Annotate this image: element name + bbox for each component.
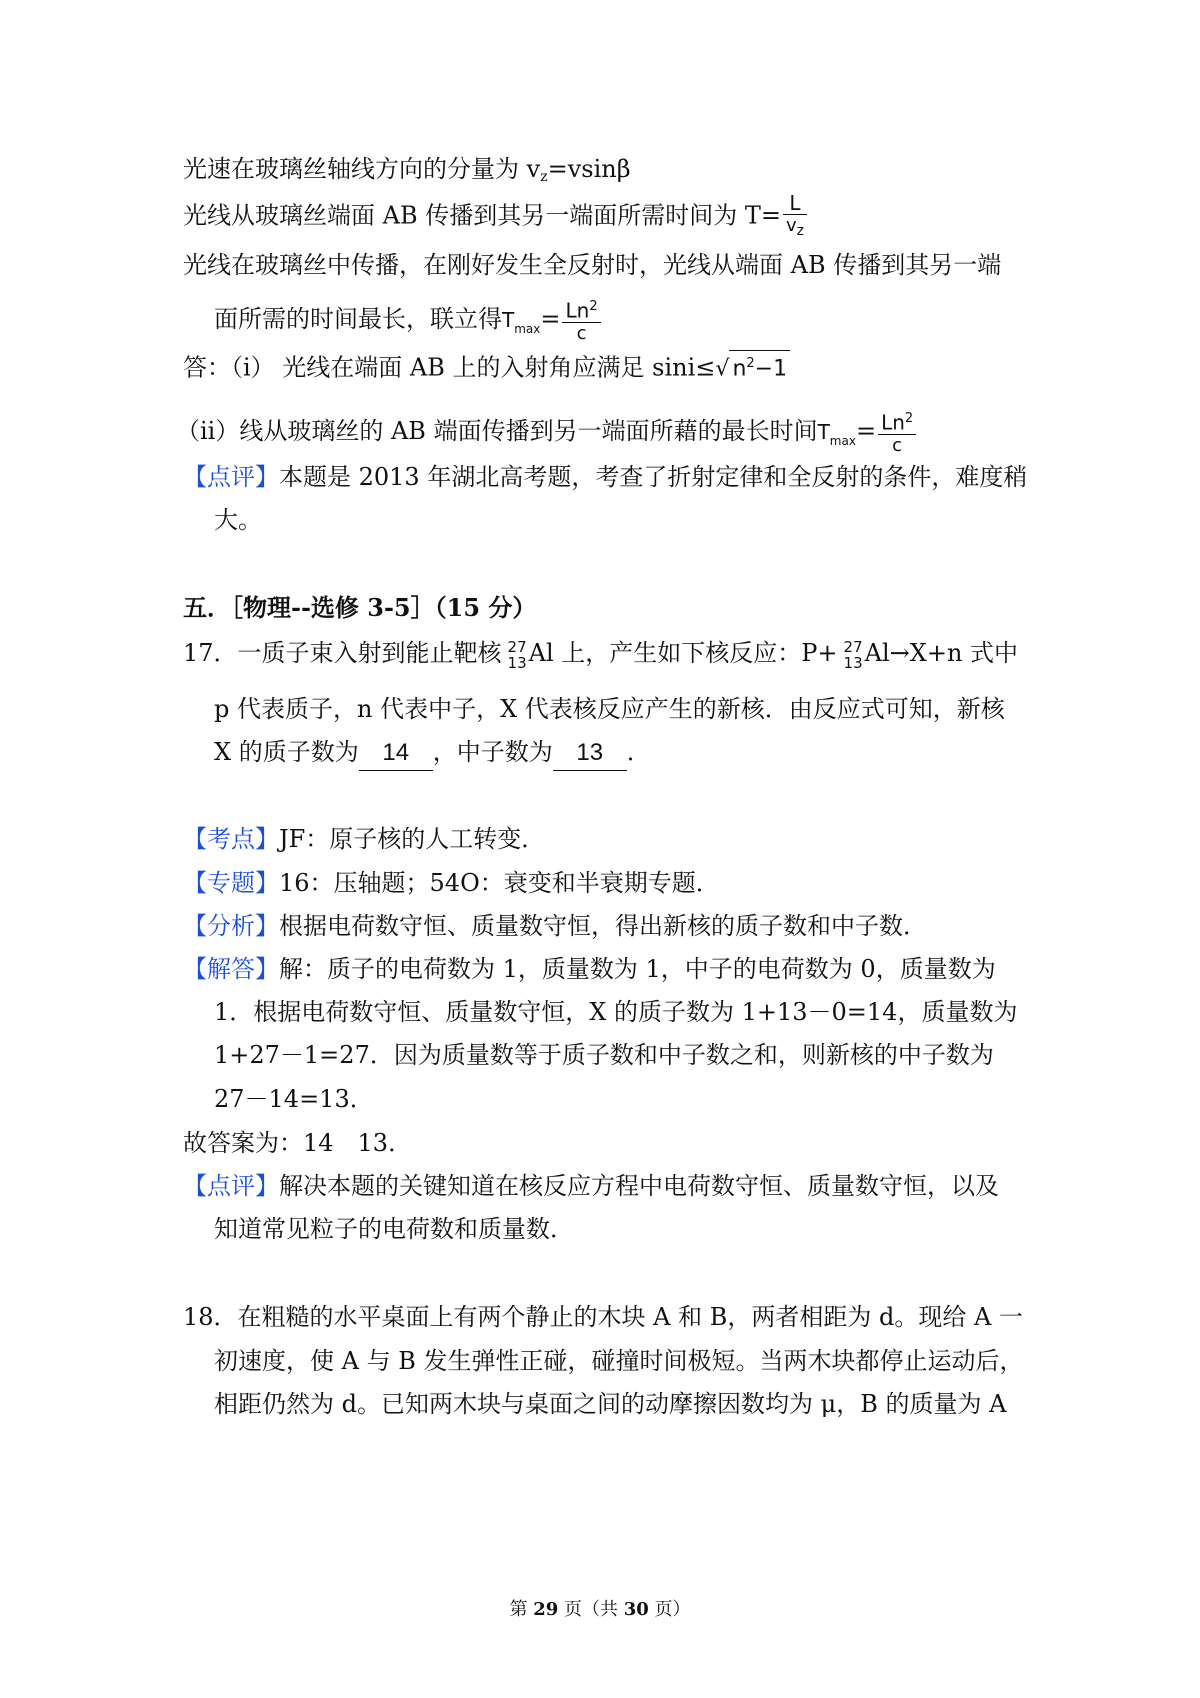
subscript: z: [796, 223, 804, 239]
atomic-number: 13: [507, 653, 527, 672]
text: 面所需的时间最长，联立得: [214, 304, 502, 333]
text: v: [785, 215, 797, 236]
text-line: [183, 866, 720, 900]
numerator: L: [783, 192, 807, 215]
sqrt: √ $n^2-1$: [715, 350, 790, 386]
atomic-number: 13: [843, 653, 863, 672]
text: n: [732, 356, 747, 382]
jieda-tag: 【解答】: [183, 955, 279, 983]
dianping-tag: 【点评】: [183, 1172, 279, 1200]
superscript: 2: [746, 356, 755, 371]
denominator: c: [576, 322, 587, 344]
text-line: 27－14=13．: [214, 1085, 374, 1113]
numerator: [878, 408, 916, 435]
text-line: [183, 909, 927, 943]
text: T: [502, 307, 515, 332]
subscript: z: [540, 169, 548, 185]
text-line: [183, 636, 1018, 671]
text: 16：压轴题；54O：衰变和半衰期专题．: [279, 869, 720, 897]
superscript: 2: [904, 411, 914, 426]
text: −1: [754, 356, 788, 382]
text-line: 18．在粗糙的水平桌面上有两个静止的木块 A 和 B，两者相距为 d。现给 A 一: [183, 1303, 1023, 1331]
text-line: 光线在玻璃丝中传播，在刚好发生全反射时，光线从端面 AB 传播到其另一端: [183, 251, 1002, 279]
text-line: p 代表质子，n 代表中子，X 代表核反应产生的新核．由反应式可知，新核: [214, 695, 1005, 723]
text: T: [817, 419, 830, 444]
text: Al 上，产生如下核反应：P+: [528, 639, 838, 667]
text-line: [183, 822, 545, 856]
text-line: [214, 735, 651, 771]
text-line: 知道常见粒子的电荷数和质量数．: [214, 1215, 574, 1243]
fraction: [562, 296, 600, 345]
text-line: [183, 952, 996, 986]
section-heading: 五．［物理--选修 3-5］（15 分）: [183, 593, 537, 622]
text-line: [183, 350, 790, 386]
superscript: 2: [589, 299, 598, 314]
text: 根据电荷数守恒、质量数守恒，得出新核的质子数和中子数．: [279, 912, 927, 940]
text: =: [540, 304, 561, 333]
text-line: [183, 460, 1027, 494]
text: 页）: [648, 1599, 691, 1620]
subscript: max: [514, 321, 541, 336]
text: =vsinβ: [547, 155, 631, 183]
text: 解决本题的关键知道在核反应方程中电荷数守恒、质量数守恒，以及: [279, 1172, 999, 1200]
text-line: 1+27－1=27．因为质量数等于质子数和中子数之和，则新核的中子数为: [214, 1041, 994, 1069]
fraction: [878, 408, 916, 457]
page-total: 30: [623, 1599, 649, 1620]
fraction: [783, 192, 807, 242]
numerator: [562, 296, 600, 323]
text: ．: [626, 738, 651, 766]
denominator: c: [892, 434, 903, 456]
mass-number: 27: [507, 637, 527, 656]
text: =: [855, 416, 877, 445]
text: ，中子数为: [432, 738, 553, 766]
text-line: 大。: [214, 506, 262, 534]
page-footer: [0, 1595, 1200, 1621]
text-line: 初速度，使 A 与 B 发生弹性正碰，碰撞时间极短。当两木块都停止运动后，: [214, 1347, 1024, 1375]
text: 答：（i） 光线在端面 AB 上的入射角应满足 sini≤: [183, 353, 716, 382]
text: X 的质子数为: [214, 738, 359, 766]
text-line: [183, 1169, 999, 1203]
text: 本题是 2013 年湖北高考题，考查了折射定律和全反射的条件，难度稍: [279, 463, 1028, 491]
text: 17．一质子束入射到能止靶核: [183, 639, 502, 667]
t-max: [817, 419, 856, 448]
t-max: [502, 307, 541, 336]
text: JF：原子核的人工转变．: [279, 825, 546, 853]
answer-line: 故答案为：14 13．: [183, 1129, 413, 1157]
text-line: 1．根据电荷数守恒、质量数守恒，X 的质子数为 1+13－0=14，质量数为: [214, 998, 1018, 1026]
fenxi-tag: 【分析】: [183, 912, 279, 940]
subscript: max: [829, 433, 856, 448]
text: （ii）线从玻璃丝的 AB 端面传播到另一端面所藉的最长时间: [176, 416, 818, 445]
isotope-notation: [508, 639, 527, 671]
zhuanti-tag: 【专题】: [183, 869, 279, 897]
text: Ln: [565, 298, 590, 323]
text-line: [176, 408, 916, 458]
text: 光线从玻璃丝端面 AB 传播到其另一端面所需时间为 T=: [183, 201, 781, 230]
review-tag: 【点评】: [183, 463, 279, 491]
answer-blank: 14: [359, 736, 433, 771]
text: Al→X+n 式中: [864, 639, 1019, 667]
text: 解：质子的电荷数为 1，质量数为 1，中子的电荷数为 0，质量数为: [279, 955, 996, 983]
text: 页（共: [558, 1599, 624, 1620]
text: 第: [509, 1599, 534, 1620]
text-line: [214, 296, 601, 346]
denominator: [783, 215, 807, 242]
text: 光速在玻璃丝轴线方向的分量为 v: [183, 155, 541, 183]
page-number: 29: [533, 1599, 559, 1620]
answer-blank: 13: [553, 736, 627, 771]
isotope-notation: [844, 639, 863, 671]
mass-number: 27: [843, 637, 863, 656]
text-line: 相距仍然为 d。已知两木块与桌面之间的动摩擦因数均为 μ，B 的质量为 A: [214, 1390, 1007, 1418]
text-line: [183, 192, 807, 242]
text: Ln: [881, 410, 905, 435]
radicand: [729, 350, 790, 382]
text-line: [183, 152, 631, 194]
kaodian-tag: 【考点】: [183, 825, 279, 853]
